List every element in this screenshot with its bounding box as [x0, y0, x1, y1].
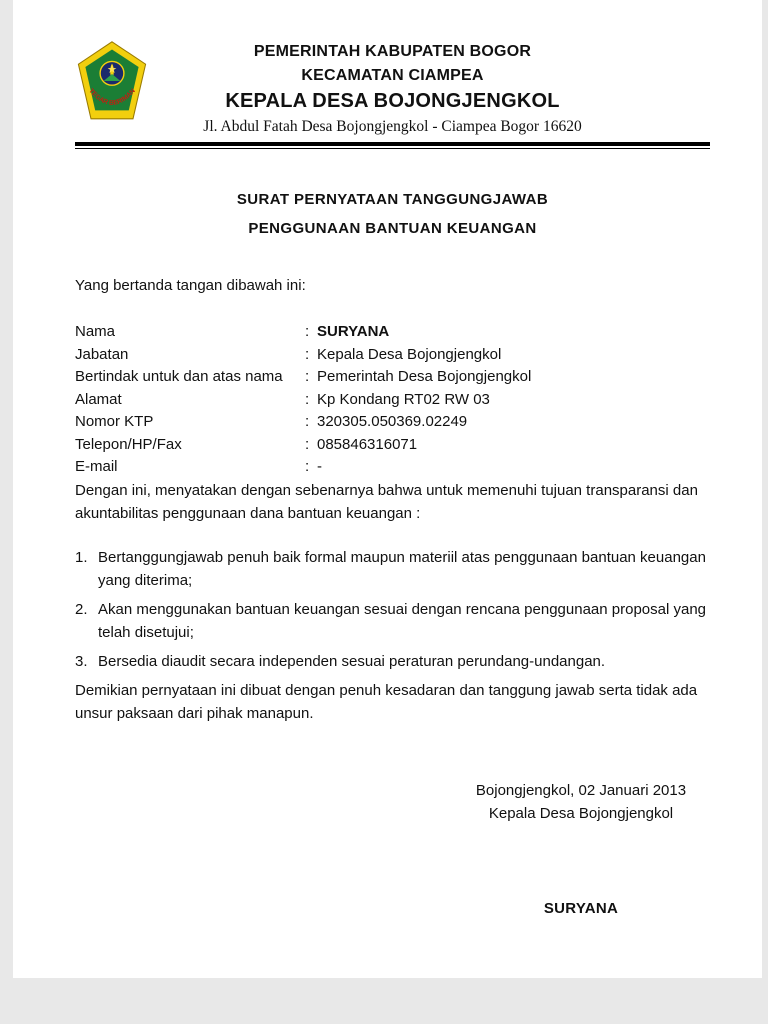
statement-number: 2. — [75, 600, 88, 618]
crest-motto: TEGAR BERIMAN — [87, 87, 137, 107]
intro-line: Yang bertanda tangan dibawah ini: — [75, 277, 306, 294]
field-label: Alamat — [75, 390, 122, 408]
letterhead-government-line: PEMERINTAH KABUPATEN BOGOR — [253, 43, 532, 60]
statement-item-2 — [75, 598, 710, 644]
field-row-jabatan — [75, 344, 710, 367]
field-separator: : — [305, 413, 310, 430]
signature-block — [452, 779, 710, 920]
letterhead — [75, 38, 710, 139]
field-row-bertindak — [75, 366, 710, 389]
document-title-line2: PENGGUNAAN BANTUAN KEUANGAN — [248, 220, 537, 237]
letter-body — [75, 275, 710, 920]
field-value: Kp Kondang RT02 RW 03 — [317, 390, 490, 408]
field-label: Nomor KTP — [75, 413, 154, 430]
document-title — [75, 185, 710, 243]
statement-number: 3. — [75, 652, 88, 670]
field-row-nomor-ktp — [75, 411, 710, 434]
letterhead-address: Jl. Abdul Fatah Desa Bojongjengkol - Ciampea Bogor 16620 — [203, 118, 582, 135]
field-separator: : — [305, 435, 310, 453]
statement-item-3 — [75, 650, 710, 673]
field-value: - — [317, 458, 322, 475]
field-value: 085846316071 — [317, 435, 418, 453]
field-separator: : — [305, 345, 310, 363]
declaration-paragraph: Dengan ini, menyatakan dengan sebenarnya bahwa untuk memenuhi tujuan transparansi dan akuntabilitas penggunaan dana bantuan keuangan : — [75, 481, 698, 522]
statement-text: Bersedia diaudit secara independen sesuai peraturan perundang-undangan. — [98, 652, 606, 670]
field-row-alamat — [75, 389, 710, 412]
document-title-line1: SURAT PERNYATAAN TANGGUNGJAWAB — [236, 191, 549, 208]
field-label: Nama — [75, 323, 116, 340]
signature-name: SURYANA — [543, 899, 619, 917]
signature-role: Kepala Desa Bojongjengkol — [488, 804, 674, 822]
field-separator: : — [305, 390, 310, 408]
statement-list — [75, 546, 710, 673]
statement-number: 1. — [75, 548, 88, 566]
field-value: SURYANA — [317, 323, 390, 340]
statement-text: Bertanggungjawab penuh baik formal maupun materiil atas penggunaan bantuan keuangan yang diterima; — [98, 548, 706, 589]
field-label: Bertindak untuk dan atas nama — [75, 368, 283, 385]
field-row-nama — [75, 321, 710, 344]
field-value: 320305.050369.02249 — [317, 413, 468, 430]
identity-fields — [75, 321, 710, 479]
field-row-telepon — [75, 434, 710, 457]
closing-paragraph: Demikian pernyataan ini dibuat dengan penuh kesadaran dan tanggung jawab serta tidak ada unsur paksaan dari pihak manapun. — [75, 681, 698, 722]
letterhead-text — [75, 38, 710, 139]
field-separator: : — [305, 323, 310, 340]
field-label: E-mail — [75, 458, 118, 475]
letterhead-district-line: KECAMATAN CIAMPEA — [301, 67, 484, 84]
signature-place-date: Bojongjengkol, 02 Januari 2013 — [475, 781, 687, 799]
letterhead-office-line: KEPALA DESA BOJONGJENGKOL — [225, 90, 560, 112]
letterhead-rule-thick — [75, 142, 710, 146]
field-separator: : — [305, 458, 310, 475]
statement-text: Akan menggunakan bantuan keuangan sesuai dengan rencana penggunaan proposal yang telah disetujui; — [98, 600, 706, 641]
kabupaten-bogor-crest-icon — [77, 40, 147, 122]
letterhead-rule-thin — [75, 148, 710, 149]
field-label: Jabatan — [75, 345, 129, 363]
field-value: Pemerintah Desa Bojongjengkol — [317, 368, 532, 385]
field-value: Kepala Desa Bojongjengkol — [317, 345, 502, 363]
field-separator: : — [305, 368, 310, 385]
field-label: Telepon/HP/Fax — [75, 435, 182, 453]
letter-page — [13, 0, 762, 978]
field-row-email — [75, 456, 710, 479]
statement-item-1 — [75, 546, 710, 592]
